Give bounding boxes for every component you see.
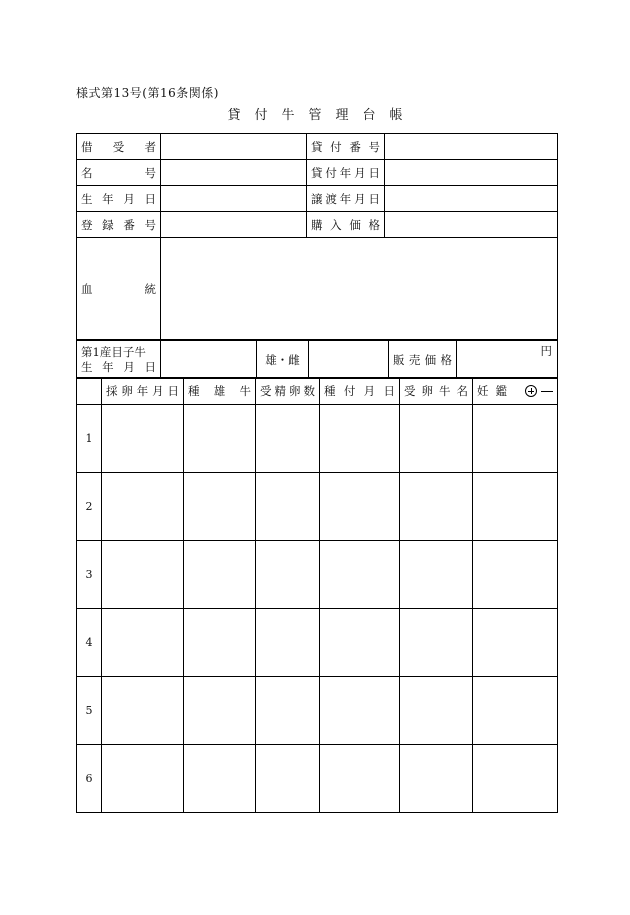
transfer-date-value[interactable] (385, 186, 558, 212)
first-calf-label-line1: 第1産目子牛 (81, 344, 146, 359)
ledger-title: 貸付牛管理台帳 (227, 108, 417, 123)
table-cell[interactable] (256, 473, 320, 541)
table-cell[interactable] (473, 677, 558, 745)
row-number: 4 (77, 609, 102, 677)
table-cell[interactable] (320, 677, 400, 745)
pedigree-value[interactable] (161, 238, 558, 340)
registration-no-label: 登 録 番 号 (77, 212, 161, 238)
table-cell[interactable] (184, 609, 256, 677)
table-cell[interactable] (256, 405, 320, 473)
info-table (76, 133, 558, 340)
table-cell[interactable] (256, 541, 320, 609)
table-cell[interactable] (102, 473, 184, 541)
loan-no-value[interactable] (385, 134, 558, 160)
header-pregnancy-check: 妊 鑑 (473, 378, 558, 405)
yen-unit: 円 (540, 344, 552, 358)
birth-date-label: 生 年 月 日 (77, 186, 161, 212)
table-cell[interactable] (320, 473, 400, 541)
transfer-date-label: 譲 渡 年 月 日 (307, 186, 385, 212)
first-calf-birth-value[interactable] (161, 341, 257, 379)
first-calf-birth-label (77, 341, 161, 379)
header-breeding-date: 種 付 月 日 (320, 378, 400, 405)
table-cell[interactable] (400, 405, 473, 473)
table-cell[interactable] (400, 745, 473, 813)
header-collection-date: 採 卵 年 月 日 (102, 378, 184, 405)
table-cell[interactable] (320, 745, 400, 813)
row-number: 2 (77, 473, 102, 541)
purchase-price-value[interactable] (385, 212, 558, 238)
birth-date-value[interactable] (161, 186, 307, 212)
row-number: 3 (77, 541, 102, 609)
table-cell[interactable] (400, 541, 473, 609)
borrower-value[interactable] (161, 134, 307, 160)
loan-no-label: 貸 付 番 号 (307, 134, 385, 160)
table-cell[interactable] (320, 609, 400, 677)
table-cell[interactable] (184, 677, 256, 745)
table-cell[interactable] (320, 405, 400, 473)
table-cell[interactable] (256, 745, 320, 813)
sale-price-value[interactable] (457, 341, 558, 379)
table-cell[interactable] (102, 745, 184, 813)
form-number: 様式第13号(第16条関係) (76, 86, 219, 100)
borrower-label: 借 受 者 (77, 134, 161, 160)
table-cell[interactable] (400, 677, 473, 745)
sex-value[interactable] (309, 341, 389, 379)
table-cell[interactable] (184, 745, 256, 813)
loan-date-label: 貸 付 年 月 日 (307, 160, 385, 186)
embryo-table (76, 377, 558, 813)
row-number-header (77, 378, 102, 405)
table-cell[interactable] (473, 473, 558, 541)
sex-label: 雄・雌 (257, 341, 309, 379)
row-number: 1 (77, 405, 102, 473)
header-embryo-count: 受 精 卵 数 (256, 378, 320, 405)
header-recipient-name: 受 卵 牛 名 (400, 378, 473, 405)
plus-in-circle-icon (525, 385, 537, 397)
first-calf-label-line2: 生 年 月 日 (81, 359, 156, 374)
purchase-price-label: 購 入 価 格 (307, 212, 385, 238)
table-cell[interactable] (102, 677, 184, 745)
table-cell[interactable] (184, 473, 256, 541)
table-cell[interactable] (473, 745, 558, 813)
table-cell[interactable] (473, 609, 558, 677)
row-number: 5 (77, 677, 102, 745)
name-value[interactable] (161, 160, 307, 186)
loan-date-value[interactable] (385, 160, 558, 186)
table-row (77, 541, 558, 609)
table-cell[interactable] (256, 609, 320, 677)
table-cell[interactable] (473, 405, 558, 473)
table-cell[interactable] (184, 405, 256, 473)
header-sire: 種 雄 牛 (184, 378, 256, 405)
table-row (77, 473, 558, 541)
name-label: 名 号 (77, 160, 161, 186)
table-row (77, 405, 558, 473)
registration-no-value[interactable] (161, 212, 307, 238)
table-cell[interactable] (400, 473, 473, 541)
table-cell[interactable] (256, 677, 320, 745)
table-cell[interactable] (184, 541, 256, 609)
table-cell[interactable] (102, 541, 184, 609)
pedigree-label: 血 統 (77, 238, 161, 340)
sale-price-label: 販 売 価 格 (389, 341, 457, 379)
table-row (77, 677, 558, 745)
table-cell[interactable] (400, 609, 473, 677)
table-cell[interactable] (102, 405, 184, 473)
table-cell[interactable] (102, 609, 184, 677)
table-row (77, 745, 558, 813)
row-number: 6 (77, 745, 102, 813)
table-row (77, 609, 558, 677)
first-calf-table (76, 340, 558, 379)
table-cell[interactable] (473, 541, 558, 609)
table-cell[interactable] (320, 541, 400, 609)
minus-icon (541, 391, 553, 392)
